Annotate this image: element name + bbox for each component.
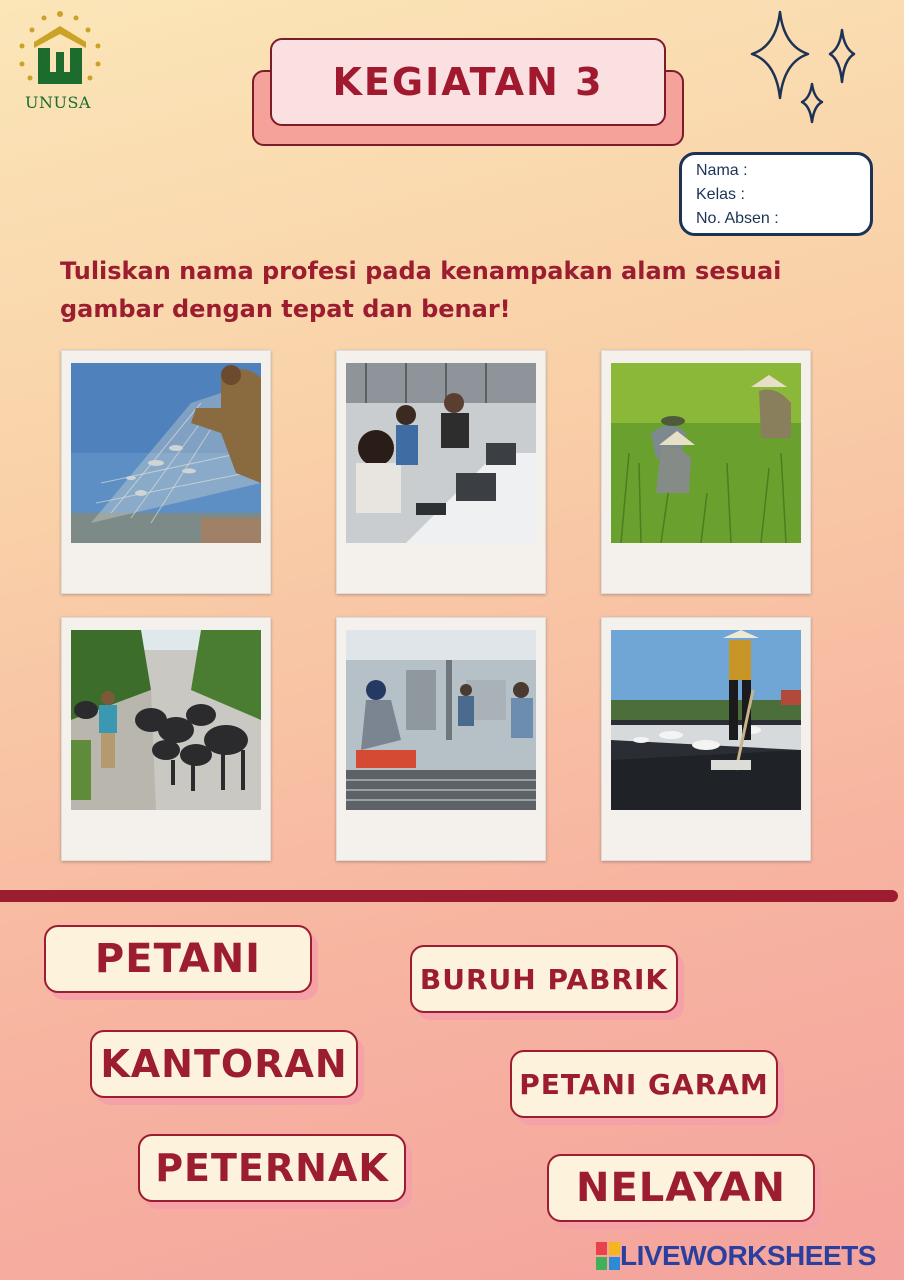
liveworksheets-logo-icon	[596, 1242, 620, 1270]
word-tile-buruh-pabrik[interactable]: BURUH PABRIK	[410, 945, 678, 1013]
section-divider	[0, 890, 898, 902]
photo-salt-farmer	[611, 630, 801, 810]
logo-text: UNUSA	[25, 93, 91, 112]
word-tile-peternak[interactable]: PETERNAK	[138, 1134, 406, 1202]
photo-card-fisherman[interactable]	[61, 350, 271, 594]
title-box	[270, 38, 666, 126]
photo-card-factory[interactable]	[336, 617, 546, 861]
student-info-box[interactable]	[679, 152, 873, 236]
word-tile-nelayan[interactable]: NELAYAN	[547, 1154, 815, 1222]
brand-text: LIVEWORKSHEETS	[620, 1240, 876, 1271]
word-tile-petani-garam[interactable]: PETANI GARAM	[510, 1050, 778, 1118]
liveworksheets-brand	[596, 1240, 876, 1272]
number-label: No. Absen :	[696, 210, 779, 227]
photo-herder	[71, 630, 261, 810]
photo-office	[346, 363, 536, 543]
page-title: KEGIATAN 3	[332, 60, 604, 104]
photo-card-salt-farmer[interactable]	[601, 617, 811, 861]
name-label: Nama :	[696, 162, 748, 179]
photo-fisherman	[71, 363, 261, 543]
photo-card-office[interactable]	[336, 350, 546, 594]
photo-farmers	[611, 363, 801, 543]
photo-card-herder[interactable]	[61, 617, 271, 861]
word-tile-kantoran[interactable]: KANTORAN	[90, 1030, 358, 1098]
sparkle-icon	[748, 8, 858, 128]
photo-card-farmers[interactable]	[601, 350, 811, 594]
photo-factory	[346, 630, 536, 810]
instruction-text: Tuliskan nama profesi pada kenampakan alam sesuai gambar dengan tepat dan benar!	[60, 257, 782, 323]
class-label: Kelas :	[696, 186, 745, 203]
word-tile-petani[interactable]: PETANI	[44, 925, 312, 993]
